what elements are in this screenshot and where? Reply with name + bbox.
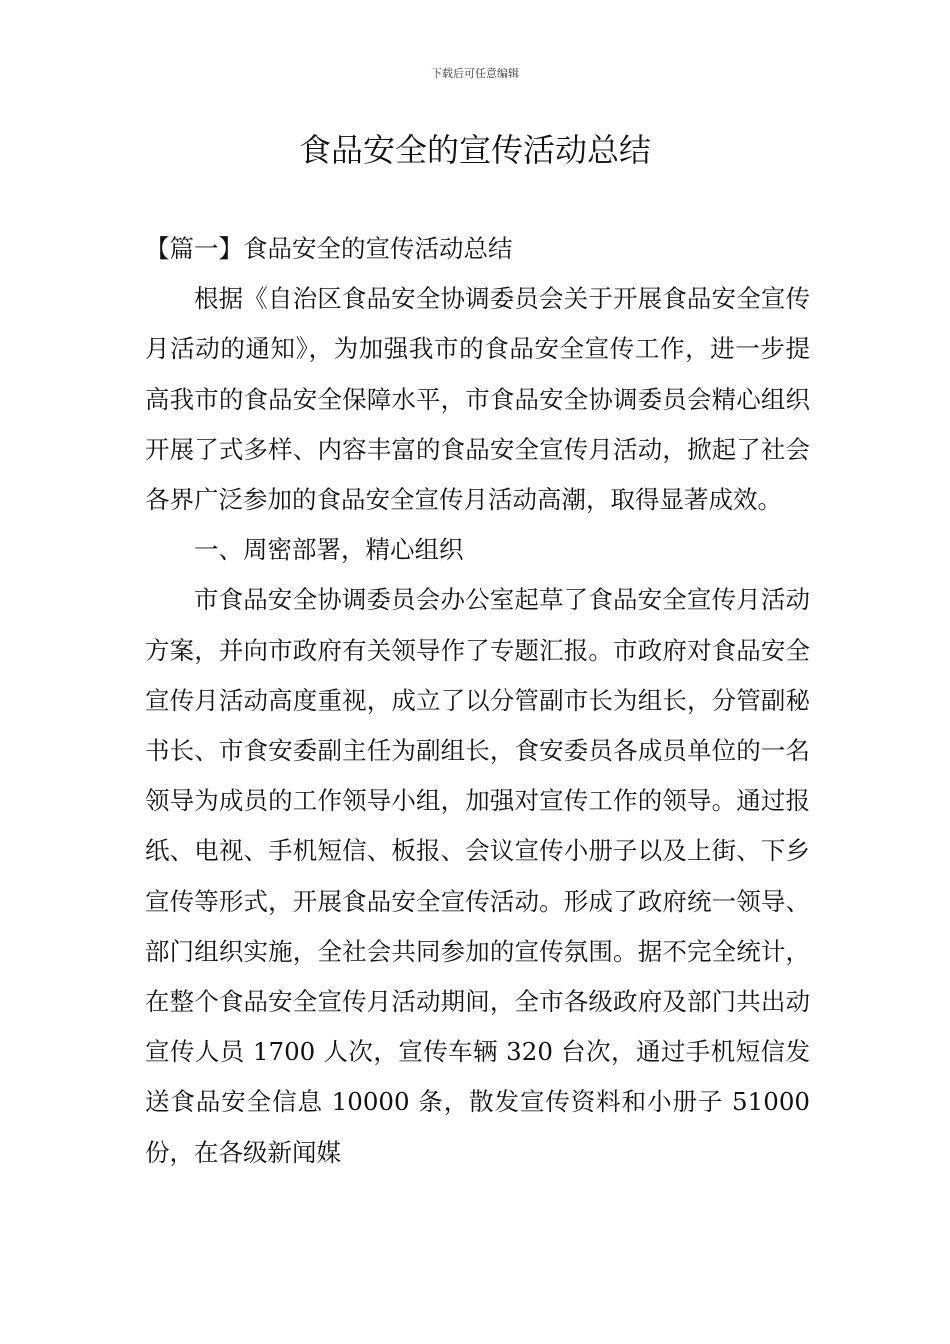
document-body [145,224,810,1178]
document-title: 食品安全的宣传活动总结 [298,131,651,169]
paragraph-intro: 根据《自治区食品安全协调委员会关于开展食品安全宣传月活动的通知》，为加强我市的食品安全宣传工作，进一步提高我市的食品安全保障水平，市食品安全协调委员会精心组织开展了式多样、内容丰富的食品安全宣传月活动，掀起了社会各界广泛参加的食品安全宣传月活动高潮，取得显著成效。 [145,284,810,515]
paragraph-details: 市食品安全协调委员会办公室起草了食品安全宣传月活动方案，并向市政府有关领导作了专题汇报。市政府对食品安全宣传月活动高度重视，成立了以分管副市长为组长，分管副秘书长、市食安委副主任为副组长，食安委员各成员单位的一名领导为成员的工作领导小组，加强对宣传工作的领导。通过报纸、电视、手机短信、板报、会议宣传小册子以及上街、下乡宣传等形式，开展食品安全宣传活动。形成了政府统一领导、部门组织实施，全社会共同参加的宣传氛围。据不完全统计，在整个食品安全宣传月活动期间，全市各级政府及部门共出动宣传人员 1700 人次，宣传车辆 320 台次，通过手机短信发送食品安全信息 10000 条，散发宣传资料和小册子 51000 份，在各级新闻媒 [145,585,810,1167]
subheading-deployment: 一、周密部署，精心组织 [194,535,464,565]
page-header-note: 下载后可任意编辑 [431,67,519,80]
section-heading: 【篇一】食品安全的宣传活动总结 [145,234,513,263]
